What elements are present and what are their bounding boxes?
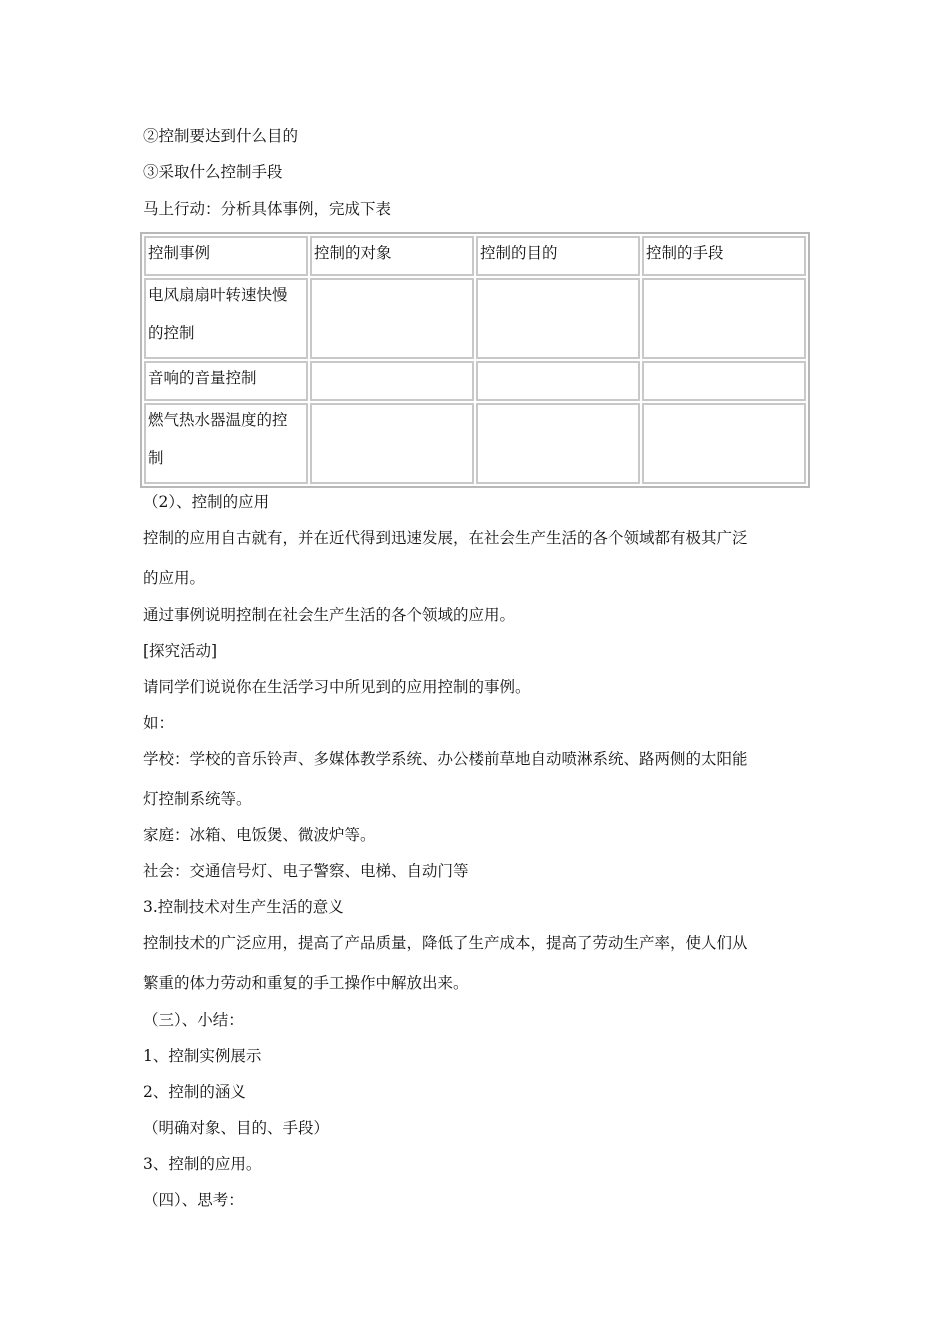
paragraph-line: 控制技术的广泛应用，提高了产品质量，降低了生产成本，提高了劳动生产率，使人们从 [143, 934, 748, 952]
list-item: （明确对象、目的、手段） [143, 1119, 330, 1137]
text-line: ②控制要达到什么目的 [143, 127, 299, 145]
table-header-cell: 控制的手段 [642, 236, 806, 276]
section-heading: 3.控制技术对生产生活的意义 [143, 898, 344, 916]
section-heading: （四）、思考： [143, 1191, 244, 1209]
paragraph-line: 灯控制系统等。 [143, 790, 252, 808]
table-cell [310, 361, 474, 401]
text-line: 马上行动：分析具体事例，完成下表 [143, 200, 392, 218]
table-header-cell: 控制的目的 [476, 236, 640, 276]
paragraph: 社会：交通信号灯、电子警察、电梯、自动门等 [143, 862, 469, 880]
paragraph-line: 的应用。 [143, 569, 206, 587]
table-cell [310, 403, 474, 484]
section-heading: （2）、控制的应用 [143, 493, 270, 511]
table-cell: 电风扇扇叶转速快慢 的控制 [144, 278, 308, 359]
analysis-table [140, 232, 810, 488]
activity-label: [探究活动] [143, 642, 218, 660]
paragraph: 请同学们说说你在生活学习中所见到的应用控制的事例。 [143, 678, 531, 696]
table-header-cell: 控制的对象 [310, 236, 474, 276]
table-row [144, 361, 806, 401]
table-cell [476, 403, 640, 484]
table-cell [476, 361, 640, 401]
list-item: 1、控制实例展示 [143, 1047, 262, 1065]
table-cell [476, 278, 640, 359]
table-cell [642, 361, 806, 401]
table-cell: 燃气热水器温度的控 制 [144, 403, 308, 484]
paragraph: 通过事例说明控制在社会生产生活的各个领域的应用。 [143, 606, 516, 624]
table-row [144, 278, 806, 359]
table-cell [310, 278, 474, 359]
paragraph: 如： [143, 714, 175, 732]
table-header-cell: 控制事例 [144, 236, 308, 276]
table-row [144, 403, 806, 484]
table-cell [642, 278, 806, 359]
table-cell: 音响的音量控制 [144, 361, 308, 401]
list-item: 2、控制的涵义 [143, 1083, 246, 1101]
paragraph-line: 学校：学校的音乐铃声、多媒体教学系统、办公楼前草地自动喷淋系统、路两侧的太阳能 [143, 750, 748, 768]
paragraph: 家庭：冰箱、电饭煲、微波炉等。 [143, 826, 376, 844]
paragraph-line: 繁重的体力劳动和重复的手工操作中解放出来。 [143, 974, 469, 992]
list-item: 3、控制的应用。 [143, 1155, 262, 1173]
paragraph-line: 控制的应用自古就有，并在近代得到迅速发展，在社会生产生活的各个领域都有极其广泛 [143, 529, 748, 547]
table-header-row [144, 236, 806, 276]
text-line: ③采取什么控制手段 [143, 163, 283, 181]
section-heading: （三）、小结： [143, 1011, 244, 1029]
table-cell [642, 403, 806, 484]
